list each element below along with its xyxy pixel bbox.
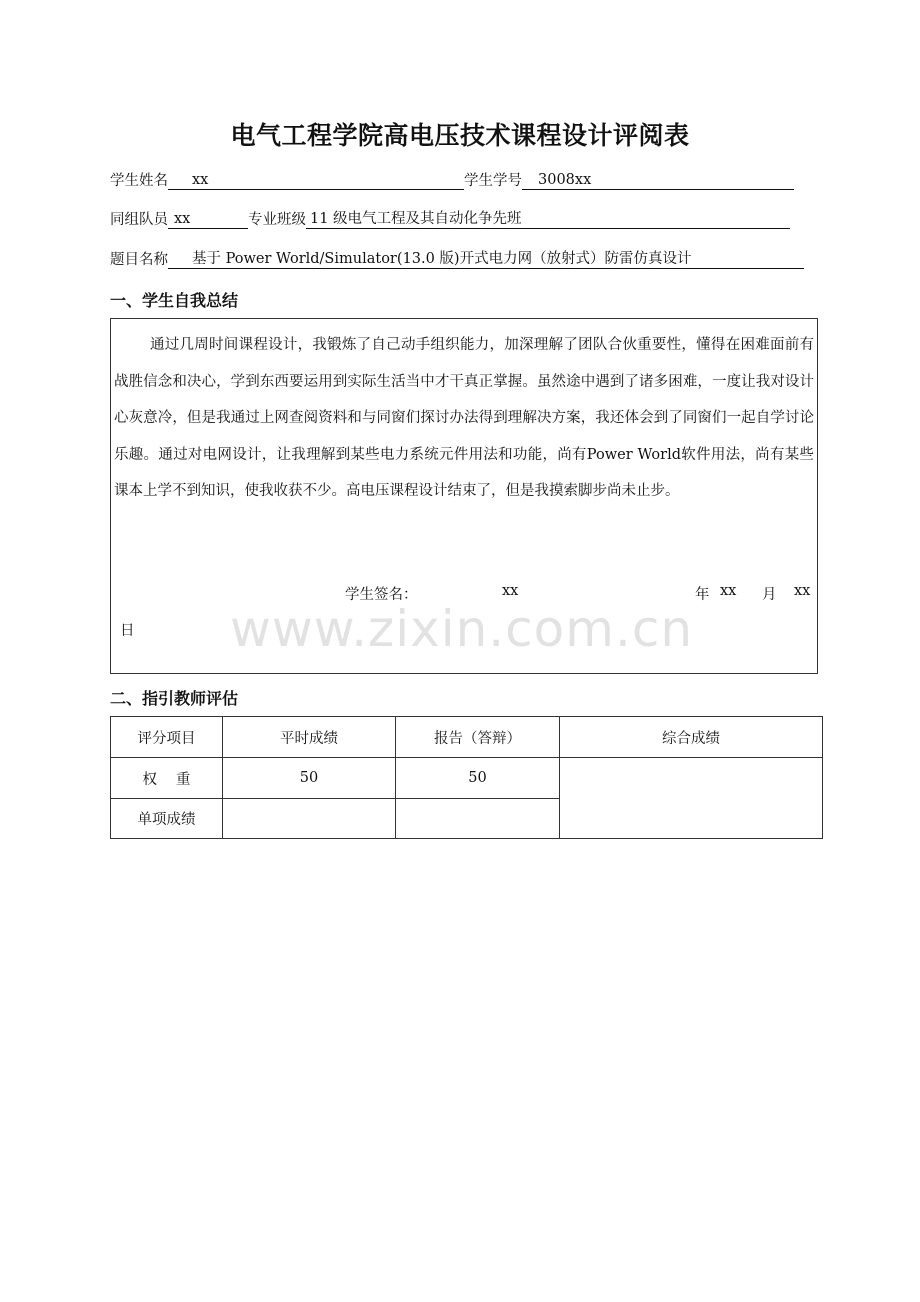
section-teacher-eval-title: 二、指引教师评估 [110, 689, 239, 708]
header-regular: 平时成绩 [223, 717, 396, 758]
weight-label: 权 重 [111, 758, 223, 799]
score-label: 单项成绩 [111, 799, 223, 839]
overall-score-cell[interactable] [560, 758, 823, 839]
day-label: 日 [120, 623, 135, 639]
class-label: 专业班级 [248, 212, 306, 228]
student-name-field [168, 171, 464, 190]
student-name-label: 学生姓名 [110, 173, 168, 189]
header-report: 报告（答辩） [396, 717, 560, 758]
class-field [306, 210, 790, 229]
student-id-value: 3008xx [538, 172, 592, 188]
topic-row [110, 247, 804, 269]
month-label: 月 [762, 587, 777, 603]
topic-label: 题目名称 [110, 252, 168, 268]
day-value: xx [794, 583, 811, 599]
self-summary-text: 通过几周时间课程设计，我锻炼了自己动手组织能力，加深理解了团队合伙重要性，懂得在困难面前有战胜信念和决心，学到东西要运用到实际生活当中才干真正掌握。虽然途中遇到了诸多困难，一度让我对设计心灰意冷，但是我通过上网查阅资料和与同窗们探讨办法得到理解决方案，我还体会到了同窗们一起自学讨论乐趣。通过对电网设计，让我理解到某些电力系统元件用法和功能，尚有Power World软件用法，尚有某些课本上学不到知识，使我收获不少。高电压课程设计结束了，但是我摸索脚步尚未止步。 [114, 337, 814, 499]
signature-value: xx [502, 583, 519, 599]
weight-report: 50 [396, 758, 560, 799]
month-value: xx [720, 583, 737, 599]
watermark: www.zixin.com.cn [230, 600, 694, 658]
self-summary-box [110, 318, 818, 674]
weight-row [111, 758, 823, 799]
topic-value: 基于 Power World/Simulator(13.0 版)开式电力网（放射式）防雷仿真设计 [192, 251, 692, 267]
student-name-value: xx [192, 172, 209, 188]
header-item: 评分项目 [111, 717, 223, 758]
year-label: 年 [695, 587, 710, 603]
grading-table [110, 716, 823, 839]
team-class-row [110, 207, 790, 229]
table-header-row [111, 717, 823, 758]
student-id-label: 学生学号 [464, 173, 522, 189]
score-regular-cell[interactable] [223, 799, 396, 839]
section-self-summary-title: 一、学生自我总结 [110, 291, 239, 310]
student-info-row [110, 168, 794, 190]
team-member-value: xx [174, 211, 191, 227]
student-id-field [522, 171, 794, 190]
weight-regular: 50 [223, 758, 396, 799]
signature-label: 学生签名： [345, 587, 418, 603]
score-report-cell[interactable] [396, 799, 560, 839]
team-member-label: 同组队员 [110, 212, 168, 228]
team-member-field [168, 210, 248, 229]
header-overall: 综合成绩 [560, 717, 823, 758]
page-title: 电气工程学院高电压技术课程设计评阅表 [230, 121, 690, 150]
class-value: 11 级电气工程及其自动化争先班 [310, 211, 522, 227]
topic-field [168, 250, 804, 269]
